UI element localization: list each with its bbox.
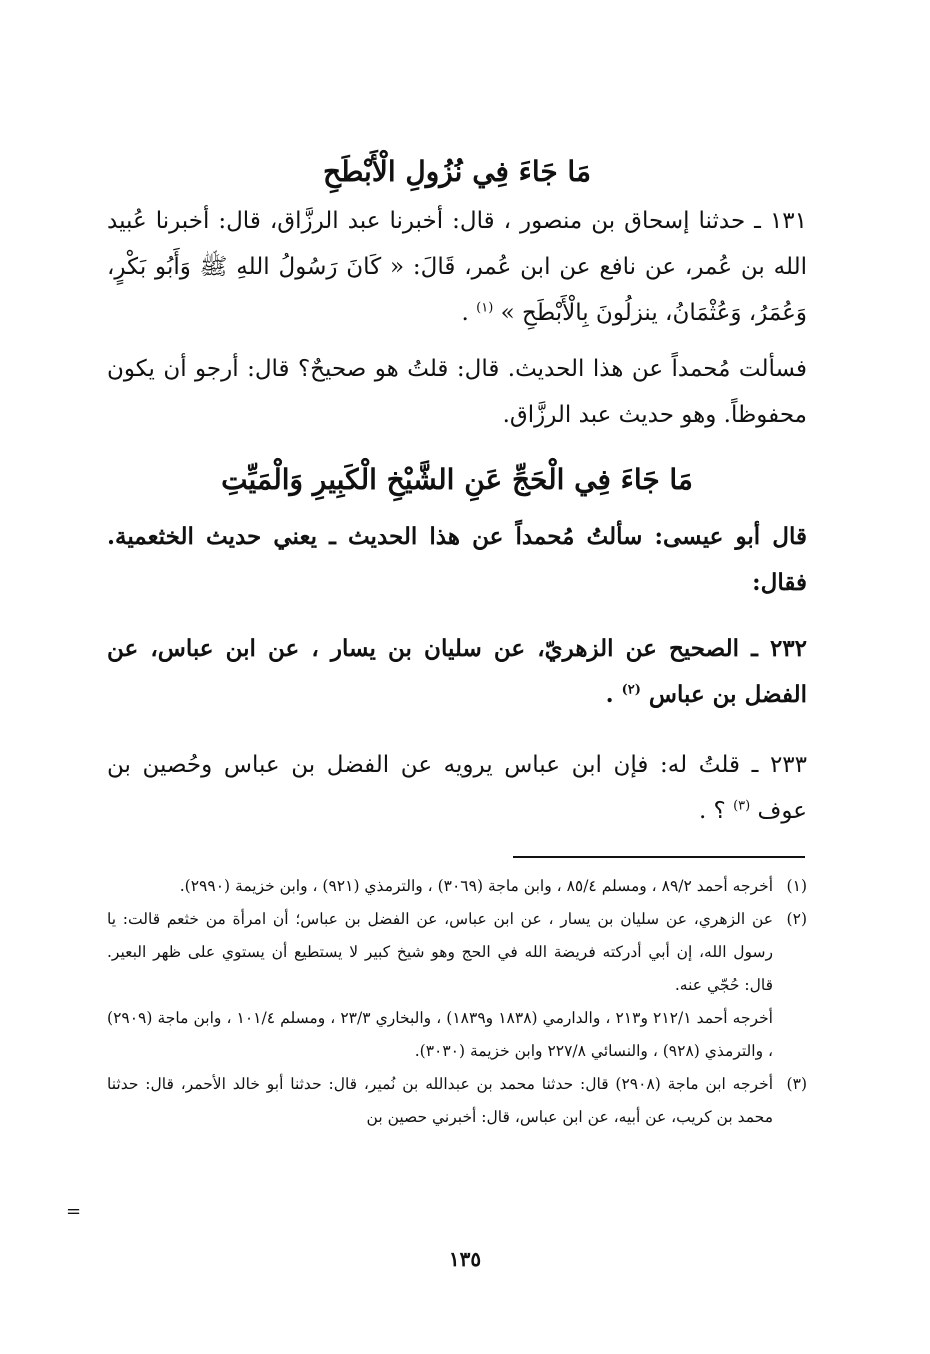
footnote-line: عن الزهري، عن سليان بن يسار ، عن ابن عباس، عن الفضل بن عباس؛ أن امرأة من خثعم قالت: يا رسول الله، إن أبي أدركته فريضة الله في الحج وهو شيخ كبير لا يستطيع أن يستوي على ظهر البعير. قال: حُجّي عنه. xyxy=(107,910,773,994)
footnote-3 xyxy=(107,1068,807,1134)
footnote-number: (٢) xyxy=(786,910,807,928)
hadith-232-paragraph xyxy=(107,626,807,718)
hadith-233-end: ؟ . xyxy=(698,798,726,824)
continuation-mark: = xyxy=(66,1201,82,1222)
hadith-131 xyxy=(107,198,807,336)
footnote-2 xyxy=(107,903,807,1068)
footnote-1 xyxy=(107,870,807,903)
hadith-232-end: . xyxy=(605,681,614,708)
question-paragraph-text: فسألت مُحمداً عن هذا الحديث. قال: قلتُ هو صحيحٌ؟ قال: أرجو أن يكون محفوظاً. وهو حديث عبد الرزَّاق. xyxy=(107,356,807,428)
footnote-number: (٣) xyxy=(786,1075,807,1093)
page-number: ١٣٥ xyxy=(448,1247,482,1271)
hadith-232-text: ٢٣٢ ـ الصحيح عن الزهريّ، عن سليان بن يسار ، عن ابن عباس، عن الفضل بن عباس xyxy=(107,635,807,708)
section-heading-hajj: مَا جَاءَ فِي الْحَجِّ عَنِ الشَّيْخِ الْكَبِيرِ وَالْمَيِّتِ xyxy=(221,463,693,496)
footnote-line: أخرجه ابن ماجة (٢٩٠٨) قال: حدثنا محمد بن عبدالله بن نُمير، قال: حدثنا أبو خالد الأحمر، قال: حدثنا محمد بن كريب، عن أبيه، عن ابن عباس، قال: أخبرني حصين بن xyxy=(107,1075,773,1126)
footnotes xyxy=(107,870,807,1134)
hadith-232 xyxy=(107,626,807,718)
footnote-ref-1[interactable]: (١) xyxy=(476,300,494,316)
hadith-233-text: ٢٣٣ ـ قلتُ له: فإن ابن عباس يرويه عن الفضل بن عباس وحُصين بن عوف xyxy=(107,752,807,824)
hadith-131-end: . xyxy=(461,300,469,326)
footnote-ref-2[interactable]: (٢) xyxy=(621,682,641,698)
hadith-131-paragraph xyxy=(107,198,807,336)
footnote-separator xyxy=(513,856,805,858)
footnote-line: أخرجه أحمد ٢١٢/١ و٢١٣ ، والدارمي (١٨٣٨ و١٨٣٩) ، والبخاري ٢٣/٣ ، ومسلم ١٠١/٤ ، وابن ماجة (٢٩٠٩) ، والترمذي (٩٢٨) ، والنسائي ٢٢٧/٨ وابن خزيمة (٣٠٣٠). xyxy=(107,1009,773,1060)
question-paragraph xyxy=(107,346,807,438)
footnote-line: أخرجه أحمد ٨٩/٢ ، ومسلم ٨٥/٤ ، وابن ماجة (٣٠٦٩) ، والترمذي (٩٢١) ، وابن خزيمة (٢٩٩٠). xyxy=(179,877,773,895)
intro-paragraph-text: قال أبو عيسى: سألتُ مُحمداً عن هذا الحديث ـ يعني حديث الخثعمية. فقال: xyxy=(107,523,807,596)
hadith-131-text: ١٣١ ـ حدثنا إسحاق بن منصور ، قال: أخبرنا عبد الرزَّاق، قال: أخبرنا عُبيد الله بن عُمر، عن نافع عن ابن عُمر، قَالَ: « كَانَ رَسُولُ اللهِ ﷺ وَأَبُو بَكْرٍ، وَعُمَرُ، وَعُثْمَانُ، ينزلُونَ بِالْأَبْطَحِ » xyxy=(107,208,807,326)
footnote-body xyxy=(107,903,773,1068)
intro-paragraph xyxy=(107,514,807,606)
section-heading-abtah: مَا جَاءَ فِي نُزُولِ الْأَبْطَحِ xyxy=(323,155,591,188)
footnote-ref-3[interactable]: (٣) xyxy=(733,798,751,814)
hadith-233 xyxy=(107,742,807,834)
footnote-body xyxy=(107,1068,773,1134)
footnote-number: (١) xyxy=(786,877,807,895)
hadith-233-paragraph xyxy=(107,742,807,834)
footnote-body xyxy=(107,870,773,903)
